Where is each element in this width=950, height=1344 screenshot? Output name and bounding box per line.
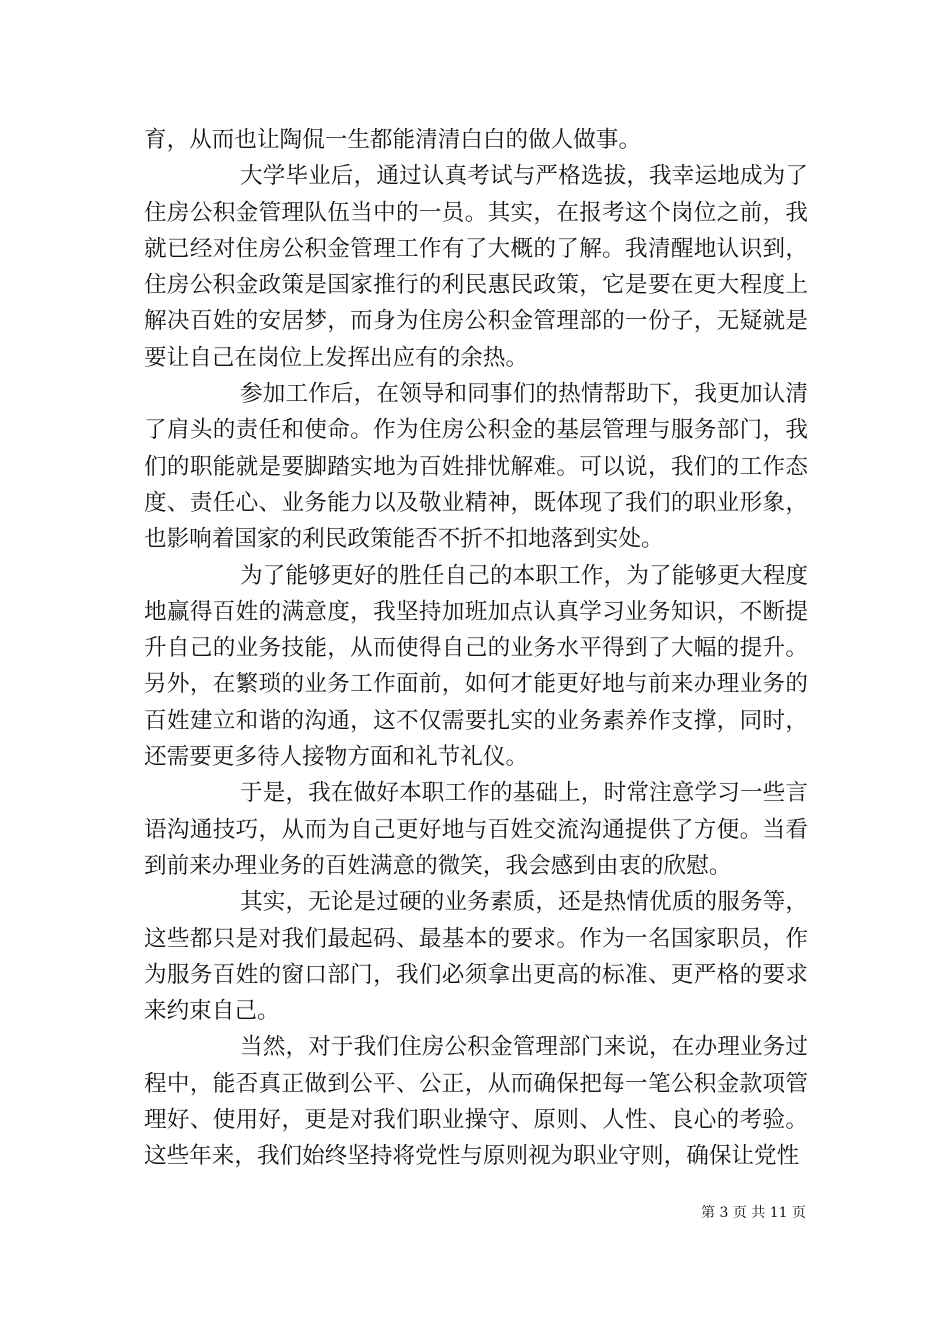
body-text — [144, 122, 808, 1175]
paragraph: 于是，我在做好本职工作的基础上，时常注意学习一些言语沟通技巧，从而为自己更好地与百姓交流沟通提供了方便。当看到前来办理业务的百姓满意的微笑，我会感到由衷的欣慰。 — [144, 780, 808, 879]
paragraph: 为了能够更好的胜任自己的本职工作，为了能够更大程度地赢得百姓的满意度，我坚持加班加点认真学习业务知识，不断提升自己的业务技能，从而使得自己的业务水平得到了大幅的提升。另外，在繁琐的业务工作面前，如何才能更好地与前来办理业务的百姓建立和谐的沟通，这不仅需要扎实的业务素养作支撑，同时，还需要更多待人接物方面和礼节礼仪。 — [144, 562, 808, 771]
paragraph: 大学毕业后，通过认真考试与严格选拔，我幸运地成为了住房公积金管理队伍当中的一员。其实，在报考这个岗位之前，我就已经对住房公积金管理工作有了大概的了解。我清醒地认识到，住房公积金政策是国家推行的利民惠民政策，它是要在更大程度上解决百姓的安居梦，而身为住房公积金管理部的一份子，无疑就是要让自己在岗位上发挥出应有的余热。 — [144, 163, 808, 371]
paragraph: 当然，对于我们住房公积金管理部门来说，在办理业务过程中，能否真正做到公平、公正，从而确保把每一笔公积金款项管理好、使用好，更是对我们职业操守、原则、人性、良心的考验。这些年来，我们始终坚持将党性与原则视为职业守则，确保让党性 — [144, 1034, 808, 1170]
paragraph: 参加工作后，在领导和同事们的热情帮助下，我更加认清了肩头的责任和使命。作为住房公积金的基层管理与服务部门，我们的职能就是要脚踏实地为百姓排忧解难。可以说，我们的工作态度、责任心、业务能力以及敬业精神，既体现了我们的职业形象，也影响着国家的利民政策能否不折不扣地落到实处。 — [144, 381, 808, 553]
paragraph: 其实，无论是过硬的业务素质，还是热情优质的服务等，这些都只是对我们最起码、最基本的要求。作为一名国家职员，作为服务百姓的窗口部门，我们必须拿出更高的标准、更严格的要求来约束自己。 — [144, 889, 808, 1025]
paragraph-continuation: 育，从而也让陶侃一生都能清清白白的做人做事。 — [144, 127, 642, 153]
page-number-footer: 第 3 页 共 11 页 — [701, 1205, 806, 1221]
